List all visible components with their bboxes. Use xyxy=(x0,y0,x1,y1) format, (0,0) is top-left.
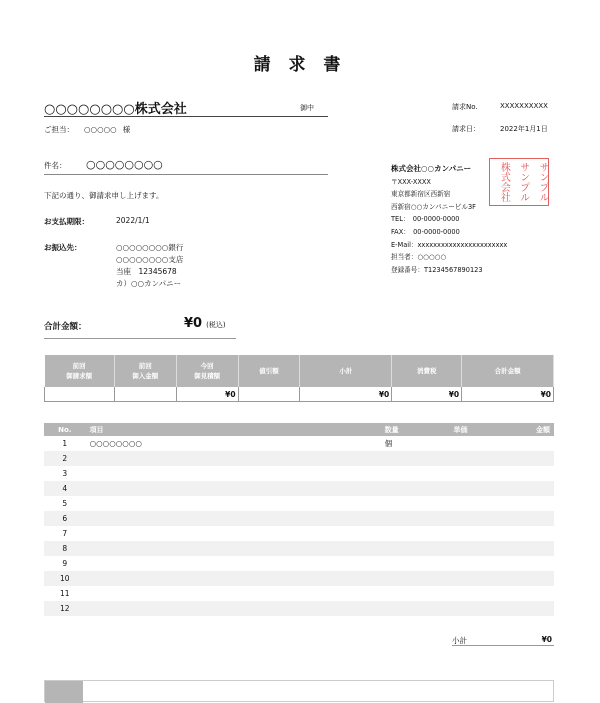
invoice-no-label: 請求No. xyxy=(452,103,478,111)
issuer-tel: TEL： 00-0000-0000 xyxy=(391,215,460,224)
item-no: 5 xyxy=(62,499,68,508)
item-name xyxy=(86,451,381,466)
subtotal-value: ¥0 xyxy=(541,635,552,644)
item-no: 12 xyxy=(44,601,86,616)
summary-header: 小計 xyxy=(300,355,392,387)
invoice-date-value: 2022年1月1日 xyxy=(500,125,548,133)
summary-header: 値引額 xyxy=(238,355,300,387)
subject-value: ○○○○○○○○ xyxy=(86,158,163,171)
item-amount xyxy=(509,481,554,496)
item-name xyxy=(86,481,381,496)
company-seal-stamp xyxy=(489,158,549,206)
item-qty xyxy=(381,556,450,571)
item-unit-price xyxy=(450,511,509,526)
total-amount xyxy=(184,316,226,331)
table-row xyxy=(44,481,554,496)
item-name xyxy=(86,496,381,511)
item-unit-price xyxy=(450,526,509,541)
item-no: 10 xyxy=(44,571,86,586)
item-name xyxy=(86,466,381,481)
total-underline xyxy=(44,338,236,339)
issuer-person: 担当者：○○○○○ xyxy=(391,253,447,262)
item-amount xyxy=(509,511,554,526)
item-name xyxy=(86,556,381,571)
bank-line: ○○○○○○○○支店 xyxy=(116,255,184,264)
contact-name: ○○○○○ xyxy=(84,125,117,134)
item-unit-price xyxy=(450,481,509,496)
bank-line: ○○○○○○○○銀行 xyxy=(116,243,184,252)
due-value: 2022/1/1 xyxy=(116,216,150,225)
items-header: 数量 xyxy=(381,423,450,436)
item-qty xyxy=(381,601,450,616)
item-unit-price xyxy=(450,466,509,481)
subject-line xyxy=(44,158,328,175)
table-row xyxy=(44,541,554,556)
summary-cell: ¥0 xyxy=(462,387,554,402)
item-name xyxy=(86,511,381,526)
subject-label: 件名： xyxy=(44,161,67,170)
intro-text: 下記の通り、御請求申し上げます。 xyxy=(44,191,164,200)
item-unit-price xyxy=(450,436,509,451)
total-value: ¥0 xyxy=(184,316,203,331)
table-row xyxy=(44,526,554,541)
item-unit-price xyxy=(450,571,509,586)
item-unit-price xyxy=(450,451,509,466)
item-no: 4 xyxy=(44,481,86,496)
bank-line: 当座 12345678 xyxy=(116,267,177,276)
issuer-postal: 〒XXX-XXXX xyxy=(391,177,431,186)
items-header: No. xyxy=(44,423,86,436)
contact-suffix: 様 xyxy=(122,125,131,134)
item-name xyxy=(86,541,381,556)
table-row xyxy=(44,601,554,616)
invoice-no xyxy=(452,102,548,112)
summary-header: 今回 御見積額 xyxy=(176,355,238,387)
invoice-date-label: 請求日： xyxy=(452,125,480,133)
document-title: 請 求 書 xyxy=(253,55,347,75)
item-qty xyxy=(381,511,450,526)
item-amount xyxy=(509,526,554,541)
summary-table xyxy=(44,355,554,402)
total-label: 合計金額： xyxy=(44,322,87,332)
table-row xyxy=(44,496,554,511)
table-row xyxy=(44,571,554,586)
table-row xyxy=(44,511,554,526)
item-unit-price xyxy=(450,541,509,556)
item-qty xyxy=(381,481,450,496)
summary-cell: ¥0 xyxy=(300,387,392,402)
invoice-no-value: XXXXXXXXXX xyxy=(500,102,548,110)
client-block xyxy=(44,98,328,117)
items-table xyxy=(44,423,554,616)
contact-label: ご担当： xyxy=(44,125,74,134)
item-amount xyxy=(509,466,554,481)
bank-label: お振込先： xyxy=(44,243,82,252)
item-unit-price xyxy=(450,556,509,571)
item-qty xyxy=(381,496,450,511)
summary-cell xyxy=(238,387,300,402)
client-name: ○○○○○○○○株式会社 xyxy=(44,102,187,117)
items-header: 単価 xyxy=(450,423,509,436)
seal-col: サンプル xyxy=(536,162,548,202)
item-no: 7 xyxy=(62,529,68,538)
items-header: 項目 xyxy=(86,423,381,436)
subtotal-row xyxy=(452,633,554,646)
issuer-company: 株式会社○○カンパニー xyxy=(391,164,472,173)
item-amount xyxy=(509,451,554,466)
summary-header: 合計金額 xyxy=(462,355,554,387)
summary-cell: ¥0 xyxy=(176,387,238,402)
item-amount xyxy=(509,436,554,451)
item-name: ○○○○○○○○ xyxy=(89,439,142,448)
table-row xyxy=(44,466,554,481)
item-amount xyxy=(509,541,554,556)
item-no: 3 xyxy=(62,469,68,478)
summary-cell xyxy=(114,387,176,402)
item-qty xyxy=(381,541,450,556)
due-label: お支払期限： xyxy=(44,217,89,226)
item-qty xyxy=(381,586,450,601)
item-name xyxy=(86,526,381,541)
item-name xyxy=(86,571,381,586)
item-unit-price xyxy=(450,496,509,511)
item-no: 1 xyxy=(62,439,68,448)
item-qty xyxy=(381,451,450,466)
table-row xyxy=(44,556,554,571)
table-row xyxy=(44,451,554,466)
seal-col: サンプル xyxy=(517,162,529,202)
summary-header: 前回 御入金額 xyxy=(114,355,176,387)
bank-details xyxy=(116,242,183,290)
summary-header: 消費税 xyxy=(392,355,462,387)
client-honorific: 御中 xyxy=(300,104,314,112)
item-amount xyxy=(509,496,554,511)
item-amount xyxy=(509,571,554,586)
invoice-date xyxy=(452,124,548,134)
item-amount xyxy=(509,601,554,616)
notes-box xyxy=(44,680,554,702)
summary-header: 前回 御請求額 xyxy=(45,355,115,387)
issuer-fax: FAX： 00-0000-0000 xyxy=(391,227,460,236)
item-amount xyxy=(509,586,554,601)
total-tax-note: (税込) xyxy=(206,321,226,329)
client-contact xyxy=(44,124,130,135)
issuer-address2: 西新宿○○カンパニービル3F xyxy=(391,202,476,211)
item-no: 9 xyxy=(62,559,68,568)
item-no: 2 xyxy=(44,451,86,466)
item-no: 11 xyxy=(60,589,70,598)
item-unit-price xyxy=(450,601,509,616)
item-name xyxy=(86,586,381,601)
table-row xyxy=(44,586,554,601)
item-qty: 個 xyxy=(384,439,393,448)
items-body xyxy=(44,436,554,616)
issuer-registration: 登録番号：T1234567890123 xyxy=(391,265,483,274)
issuer-address1: 東京都新宿区西新宿 xyxy=(391,190,451,199)
item-qty xyxy=(381,571,450,586)
item-no: 8 xyxy=(44,541,86,556)
item-unit-price xyxy=(450,586,509,601)
item-qty xyxy=(381,466,450,481)
bank-line: カ）○○カンパニー xyxy=(116,279,182,288)
summary-cell xyxy=(45,387,115,402)
item-qty xyxy=(381,526,450,541)
table-row xyxy=(44,436,554,451)
issuer-email: E-Mail：xxxxxxxxxxxxxxxxxxxxxxx xyxy=(391,240,508,249)
item-name xyxy=(86,601,381,616)
items-header: 金額 xyxy=(509,423,554,436)
seal-col: 株式会社 xyxy=(498,162,510,202)
subtotal-label: 小計 xyxy=(452,636,467,645)
item-amount xyxy=(509,556,554,571)
item-no: 6 xyxy=(44,511,86,526)
summary-cell: ¥0 xyxy=(392,387,462,402)
